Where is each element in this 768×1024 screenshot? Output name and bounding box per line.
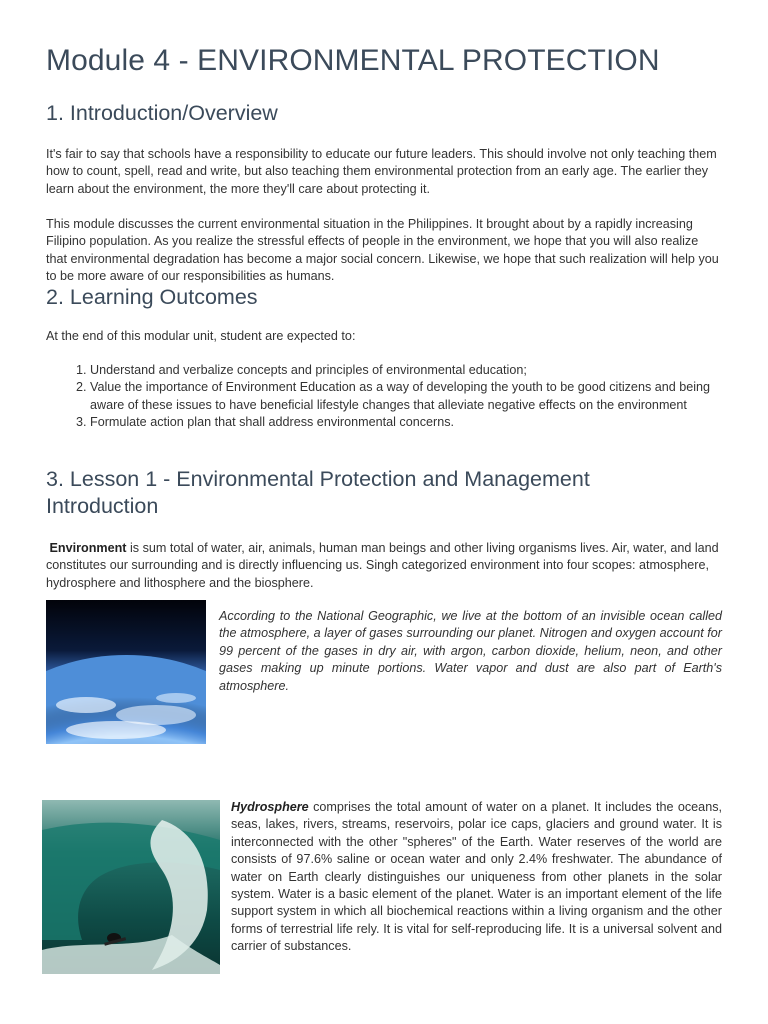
outcome-item: 1. Understand and verbalize concepts and principles of environmental education;: [90, 362, 722, 379]
earth-atmosphere-picture: [46, 600, 206, 744]
environment-paragraph: [46, 540, 722, 592]
environment-text: is sum total of water, air, animals, human man beings and other living organisms lives. Air, water, and land constitutes our surrounding and is directly influencing us. Singh categorized environment into four scopes: atmosphere, hydrosphere and lithosphere and the biosphere.: [46, 541, 719, 590]
page-title: Module 4 - ENVIRONMENTAL PROTECTION: [46, 44, 660, 77]
ocean-wave-picture: [42, 800, 220, 974]
outcomes-lead: At the end of this modular unit, student are expected to:: [46, 329, 356, 343]
hydrosphere-text: comprises the total amount of water on a planet. It includes the oceans, seas, lakes, rivers, streams, reservoirs, polar ice caps, glaciers and ground water. It is interconnected with the other "spheres" of the Earth. Water reserves of the world are consists of 97.6% saline or ocean water and only 2.4% freshwater. The abundance of water on Earth clearly distinguishes our uniqueness from other planets in the solar system. Water is a basic element of the planet. Water is an important element of the life support system in which all biochemical reactions within a living organism and the other forms of terrestrial life rely. It is vital for self-reproducing life. It is a universal solvent and carrier of substances.: [231, 800, 722, 954]
environment-term: Environment: [49, 541, 127, 555]
outcomes-heading: 2. Learning Outcomes: [46, 285, 258, 309]
hydrosphere-image: [42, 800, 220, 974]
atmosphere-image: [46, 600, 206, 744]
intro-heading: 1. Introduction/Overview: [46, 101, 278, 125]
outcome-item: 3. Formulate action plan that shall address environmental concerns.: [90, 414, 722, 431]
intro-paragraph-1: It's fair to say that schools have a responsibility to educate our future leaders. This should involve not only teaching them how to count, spell, read and write, but also teaching them environmental protection from an early age. The earlier they learn about the environment, the more they'll care about protecting it.: [46, 147, 717, 196]
atmosphere-text: According to the National Geographic, we live at the bottom of an invisible ocean called the atmosphere, a layer of gases surrounding our planet. Nitrogen and oxygen account for 99 percent of the gases in dry air, with argon, carbon dioxide, helium, neon, and other gases making up minute portions. Water vapor and dust are also part of Earth's atmosphere.: [219, 609, 722, 693]
hydrosphere-paragraph: [231, 799, 722, 956]
outcomes-list: [46, 362, 722, 432]
outcome-item: 2. Value the importance of Environment Education as a way of developing the youth to be good citizens and being aware of these issues to have beneficial lifestyle changes that alleviate negative effects on the environment: [90, 379, 722, 414]
intro-paragraph-2: This module discusses the current environmental situation in the Philippines. It brought about by a rapidly increasing Filipino population. As you realize the stressful effects of people in the environment, we hope that you will also realize that environmental degradation has become a major social concern. Likewise, we hope that such realization will help you to be more aware of our responsibilities as humans.: [46, 217, 719, 284]
lesson-heading: 3. Lesson 1 - Environmental Protection and Management Introduction: [46, 467, 590, 518]
hydrosphere-term: Hydrosphere: [231, 800, 309, 814]
